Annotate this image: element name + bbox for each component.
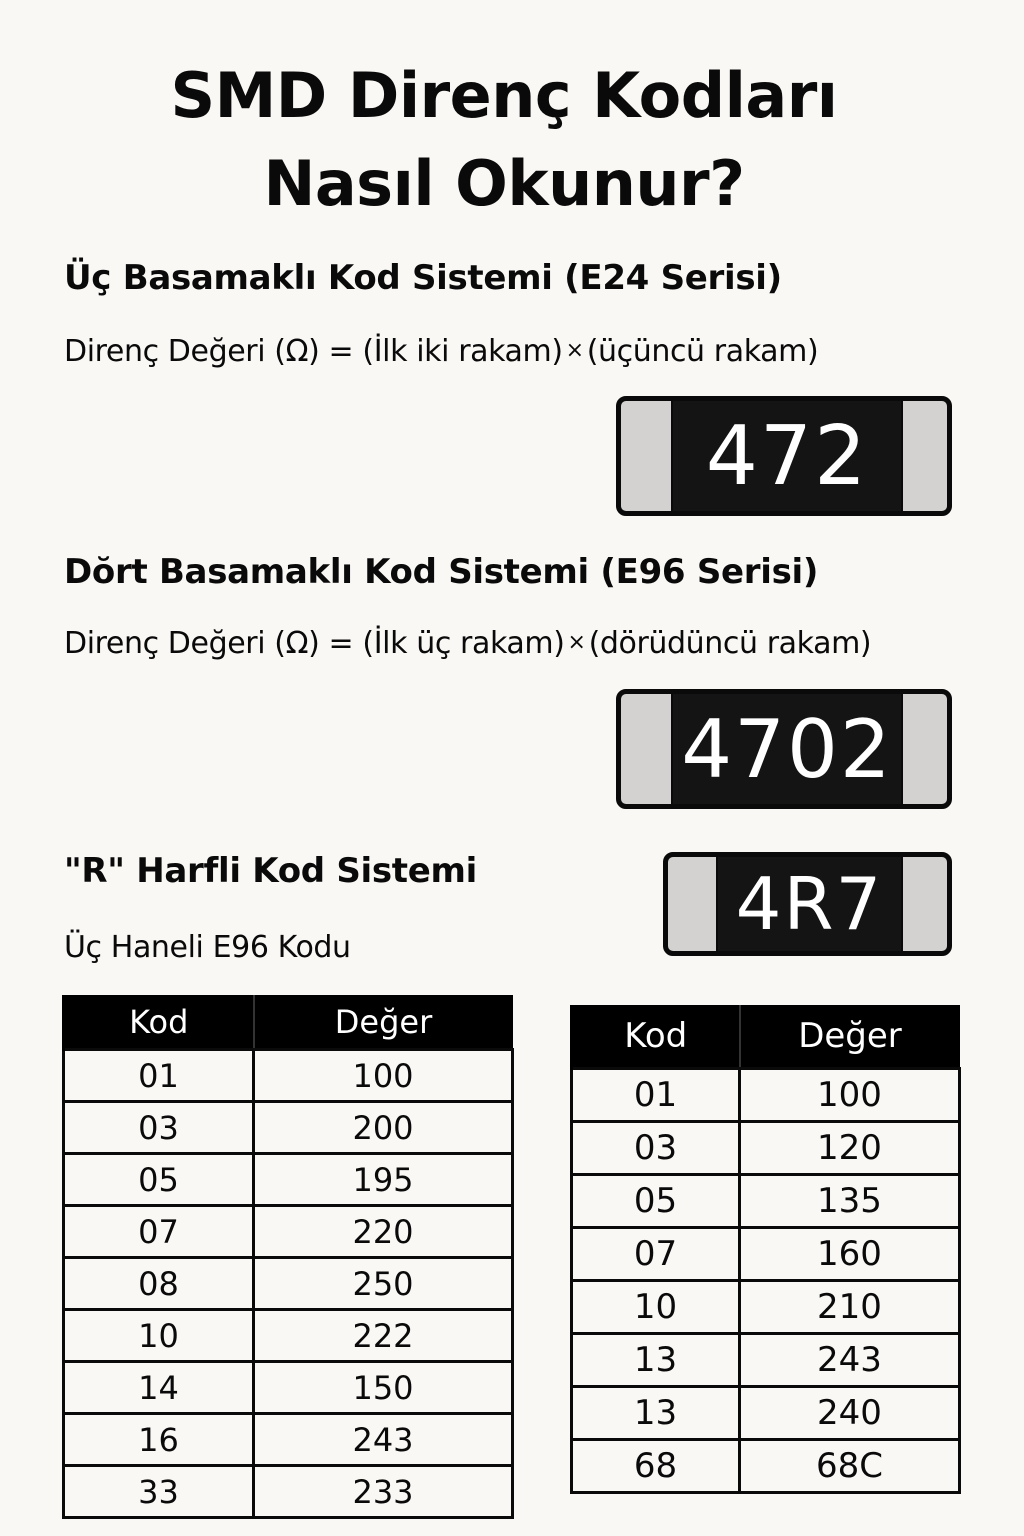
- section-heading-four-digit: Dŏrt Basamaklı Kod Sistemi (E96 Serisi): [64, 552, 819, 592]
- column-header-kod: Kod: [64, 995, 254, 1050]
- cell-kod: 01: [572, 1069, 740, 1122]
- multiply-sign: ×: [567, 630, 586, 655]
- table-row: [64, 1362, 513, 1414]
- cell-kod: 16: [64, 1414, 254, 1466]
- code-table-left: [62, 995, 514, 1519]
- cell-kod: 10: [64, 1310, 254, 1362]
- cell-kod: 03: [572, 1122, 740, 1175]
- cell-kod: 10: [572, 1281, 740, 1334]
- table-row: [572, 1228, 960, 1281]
- cell-deger: 100: [740, 1069, 960, 1122]
- cell-deger: 210: [740, 1281, 960, 1334]
- chip-terminal-right: [901, 857, 947, 951]
- resistor-chip-4702: [616, 689, 952, 809]
- formula-four-digit: [64, 623, 871, 664]
- cell-kod: 01: [64, 1050, 254, 1102]
- subheading-e96-code: Üç Haneli E96 Kodu: [64, 930, 351, 965]
- table-row: [572, 1281, 960, 1334]
- cell-kod: 03: [64, 1102, 254, 1154]
- table-row: [64, 1050, 513, 1102]
- chip-terminal-right: [901, 694, 947, 804]
- table-row: [64, 1206, 513, 1258]
- cell-kod: 07: [572, 1228, 740, 1281]
- cell-kod: 13: [572, 1334, 740, 1387]
- cell-kod: 05: [572, 1175, 740, 1228]
- cell-deger: 222: [254, 1310, 513, 1362]
- cell-deger: 100: [254, 1050, 513, 1102]
- formula-right: (üçüncü rakam): [586, 334, 819, 369]
- chip-code: 472: [705, 408, 869, 504]
- title-line-2: Nasıl Okunur?: [263, 147, 745, 220]
- table-header-row: [572, 1005, 960, 1069]
- chip-terminal-left: [621, 694, 673, 804]
- formula-left: Direnç Değeri (Ω) = (İlk iki rakam): [64, 334, 563, 369]
- resistor-chip-472: [616, 396, 952, 516]
- table-row: [64, 1258, 513, 1310]
- column-header-deger: Değer: [254, 995, 513, 1050]
- formula-left: Direnç Değeri (Ω) = (İlk üç rakam): [64, 626, 565, 661]
- table-row: [572, 1175, 960, 1228]
- cell-deger: 243: [254, 1414, 513, 1466]
- column-header-kod: Kod: [572, 1005, 740, 1069]
- resistor-chip-4r7: [663, 852, 952, 956]
- cell-deger: 160: [740, 1228, 960, 1281]
- cell-deger: 250: [254, 1258, 513, 1310]
- table-header-row: [64, 995, 513, 1050]
- table-row: [572, 1334, 960, 1387]
- section-heading-r-letter: "R" Harfli Kod Sistemi: [64, 851, 478, 891]
- table-row: [64, 1310, 513, 1362]
- column-header-deger: Değer: [740, 1005, 960, 1069]
- cell-deger: 233: [254, 1466, 513, 1518]
- cell-kod: 13: [572, 1387, 740, 1440]
- table-row: [572, 1122, 960, 1175]
- table-row: [572, 1440, 960, 1493]
- title-line-1: SMD Direnç Kodları: [170, 59, 838, 132]
- cell-deger: 195: [254, 1154, 513, 1206]
- chip-code: 4R7: [735, 862, 884, 946]
- cell-kod: 05: [64, 1154, 254, 1206]
- cell-kod: 68: [572, 1440, 740, 1493]
- cell-deger: 243: [740, 1334, 960, 1387]
- section-heading-three-digit: Üç Basamaklı Kod Sistemi (E24 Serisi): [64, 258, 782, 298]
- cell-kod: 07: [64, 1206, 254, 1258]
- table-row: [572, 1069, 960, 1122]
- table-row: [572, 1387, 960, 1440]
- cell-kod: 08: [64, 1258, 254, 1310]
- cell-kod: 14: [64, 1362, 254, 1414]
- cell-deger: 240: [740, 1387, 960, 1440]
- cell-deger: 220: [254, 1206, 513, 1258]
- chip-code: 4702: [681, 702, 893, 796]
- cell-deger: 120: [740, 1122, 960, 1175]
- code-table-right: [570, 1005, 961, 1494]
- table-row: [64, 1154, 513, 1206]
- page-title: [0, 52, 1008, 228]
- table-row: [64, 1102, 513, 1154]
- table-row: [64, 1466, 513, 1518]
- formula-right: (dörüdüncü rakam): [588, 626, 872, 661]
- cell-kod: 33: [64, 1466, 254, 1518]
- chip-terminal-right: [901, 401, 947, 511]
- cell-deger: 200: [254, 1102, 513, 1154]
- table-row: [64, 1414, 513, 1466]
- cell-deger: 150: [254, 1362, 513, 1414]
- cell-deger: 135: [740, 1175, 960, 1228]
- chip-terminal-left: [668, 857, 718, 951]
- formula-three-digit: [64, 331, 818, 372]
- cell-deger: 68C: [740, 1440, 960, 1493]
- chip-terminal-left: [621, 401, 673, 511]
- multiply-sign: ×: [565, 338, 584, 363]
